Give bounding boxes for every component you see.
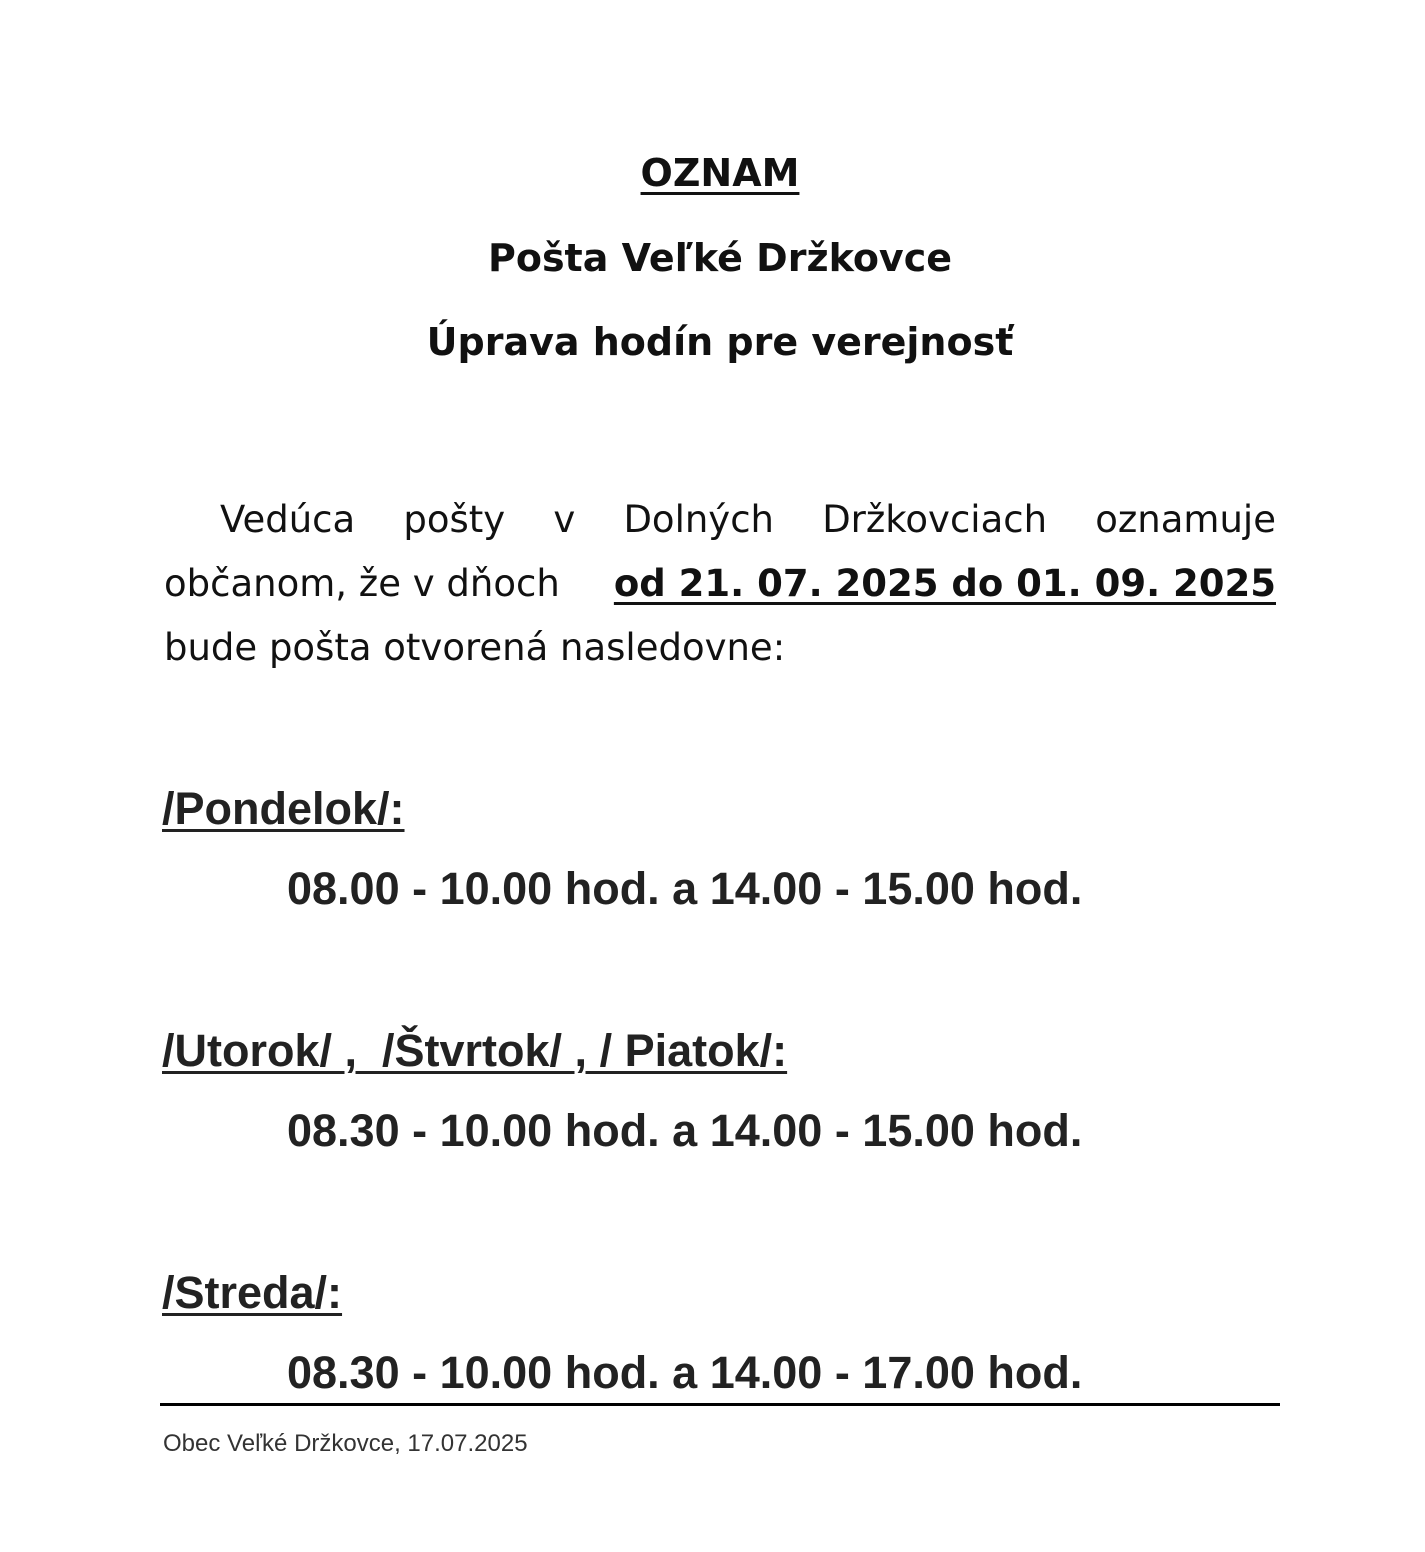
intro-paragraph <box>164 488 1276 680</box>
schedule-days-wednesday: /Streda/: <box>162 1267 343 1318</box>
intro-line-2-text: občanom, že v dňoch <box>164 562 560 605</box>
intro-word: Dolných <box>623 498 774 541</box>
schedule-hours-wednesday: 08.30 - 10.00 hod. a 14.00 - 17.00 hod. <box>287 1347 1083 1398</box>
footer-divider <box>160 1403 1280 1406</box>
notice-subject: Úprava hodín pre verejnosť <box>426 320 1014 364</box>
schedule-hours-monday: 08.00 - 10.00 hod. a 14.00 - 15.00 hod. <box>287 863 1083 914</box>
intro-word: Držkovciach <box>822 498 1048 541</box>
intro-word: oznamuje <box>1095 498 1276 541</box>
notice-title-text: OZNAM <box>640 151 800 195</box>
intro-word: v <box>553 498 576 541</box>
notice-title <box>0 151 1425 195</box>
intro-line-2 <box>164 552 1276 616</box>
intro-line-1 <box>164 488 1276 552</box>
schedule-hours-tue-thu-fri: 08.30 - 10.00 hod. a 14.00 - 15.00 hod. <box>287 1105 1083 1156</box>
footer-note: Obec Veľké Držkovce, 17.07.2025 <box>163 1430 528 1457</box>
schedule-days-tue-thu-fri: /Utorok/ , /Štvrtok/ , / Piatok/: <box>162 1025 788 1076</box>
intro-line-3: bude pošta otvorená nasledovne: <box>164 626 786 669</box>
post-office-name: Pošta Veľké Držkovce <box>487 236 952 280</box>
intro-word: Vedúca <box>220 498 356 541</box>
intro-word: pošty <box>403 498 506 541</box>
schedule-days-monday: /Pondelok/: <box>162 783 405 834</box>
date-range: od 21. 07. 2025 do 01. 09. 2025 <box>613 562 1276 605</box>
